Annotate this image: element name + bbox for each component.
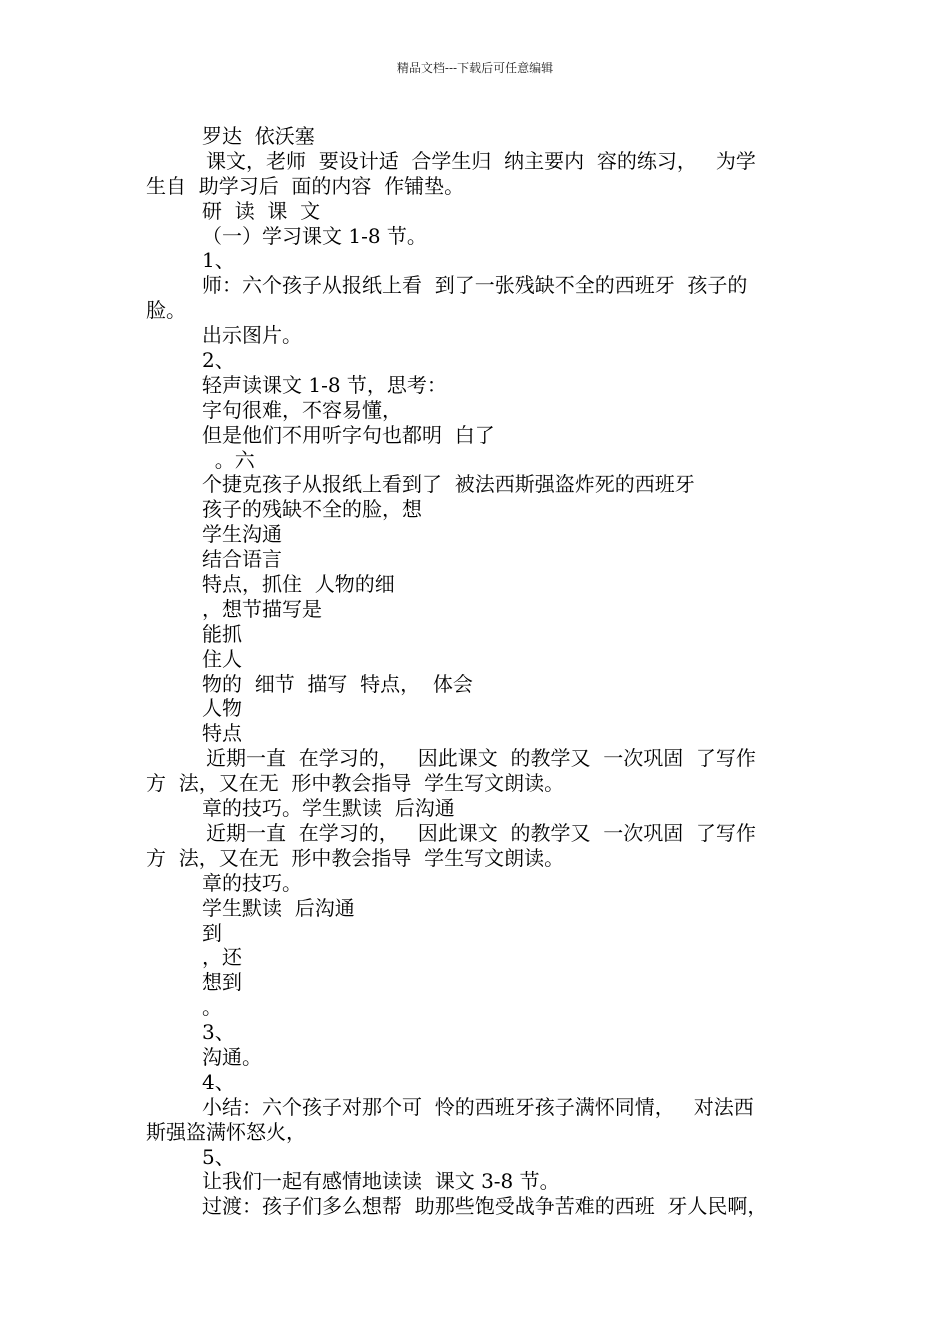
text-line: 结合语言 — [202, 547, 282, 572]
page-header: 精品文档---下载后可任意编辑 — [396, 61, 554, 75]
text-line: 特点，抓住 人物的细 — [202, 572, 395, 597]
text-line: 章的技巧。 — [202, 870, 302, 895]
text-line: 字句很难，不容易懂， — [202, 397, 402, 422]
text-line: 学生默读 后沟通 — [202, 895, 355, 920]
text-line: ，还 — [202, 945, 242, 970]
text-line: 过渡：孩子们多么想帮 助那些饱受战争苦难的西班 牙人民啊， — [202, 1194, 768, 1219]
text-line: 斯强盗满怀怒火， — [146, 1119, 306, 1144]
text-line: 3、 — [202, 1020, 235, 1045]
text-line: 到 — [202, 920, 222, 945]
text-line: 师：六个孩子从报纸上看 到了一张残缺不全的西班牙 孩子的 — [202, 273, 748, 298]
document-body — [146, 124, 810, 1219]
text-line: 课文，老师 要设计适 合学生归 纳主要内 容的练习， 为学 — [206, 148, 756, 173]
text-line: 小结：六个孩子对那个可 怜的西班牙孩子满怀同情， 对法西 — [202, 1094, 754, 1119]
text-line: 。 — [202, 995, 222, 1020]
text-line: 出示图片。 — [202, 323, 302, 348]
text-line: 近期一直 在学习的， 因此课文 的教学又 一次巩固 了写作 — [206, 820, 756, 845]
text-line: 近期一直 在学习的， 因此课文 的教学又 一次巩固 了写作 — [206, 746, 756, 771]
text-line: 让我们一起有感情地读读 课文 3-8 节。 — [202, 1169, 560, 1194]
text-line: 研 读 课 文 — [202, 198, 321, 223]
text-line: 。六 — [202, 447, 255, 472]
text-line: 孩子的残缺不全的脸，想 — [202, 497, 422, 522]
text-line: 脸。 — [146, 298, 186, 323]
text-line: 能抓 — [202, 621, 242, 646]
text-line: 但是他们不用听字句也都明 白了 — [202, 422, 495, 447]
text-line: 章的技巧。学生默读 后沟通 — [202, 796, 455, 821]
text-line: 生自 助学习后 面的内容 作铺垫。 — [146, 173, 465, 198]
text-line: 住人 — [202, 646, 242, 671]
text-line: 沟通。 — [202, 1044, 262, 1069]
text-line: 特点 — [202, 721, 242, 746]
text-line: 学生沟通 — [202, 522, 282, 547]
text-line: 方 法，又在无 形中教会指导 学生写文朗读。 — [146, 845, 565, 870]
text-line: 4、 — [202, 1069, 235, 1094]
text-line: 物的 细节 描写 特点， 体会 — [202, 671, 473, 696]
text-line: 想到 — [202, 970, 242, 995]
text-line: 方 法，又在无 形中教会指导 学生写文朗读。 — [146, 771, 565, 796]
text-line: 人物 — [202, 696, 242, 721]
text-line: ，想节描写是 — [202, 596, 322, 621]
text-line: 1、 — [202, 248, 235, 273]
text-line: 个捷克孩子从报纸上看到了 被法西斯强盗炸死的西班牙 — [202, 472, 695, 497]
text-line: （一）学习课文 1-8 节。 — [202, 223, 427, 248]
text-line: 5、 — [202, 1144, 235, 1169]
text-line: 罗达 依沃塞 — [202, 124, 315, 148]
text-line: 轻声读课文 1-8 节，思考： — [202, 372, 447, 397]
text-line: 2、 — [202, 348, 235, 373]
